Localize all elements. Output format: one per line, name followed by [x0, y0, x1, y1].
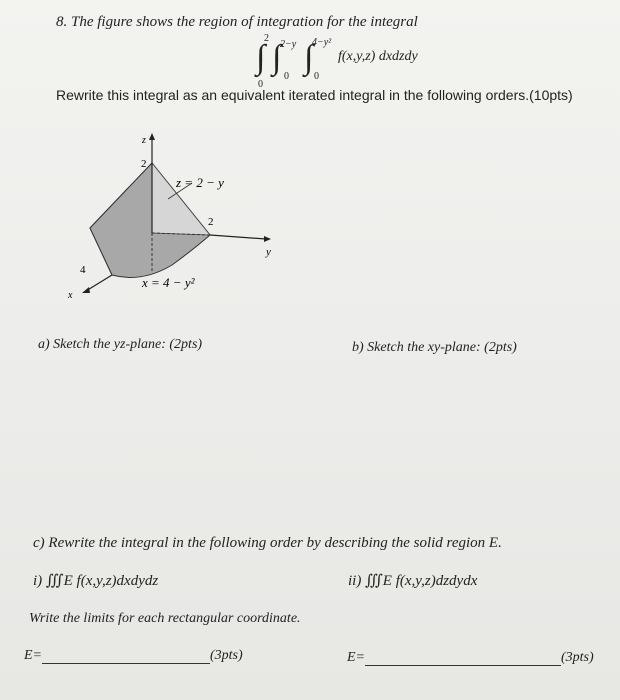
points-label-2: (3pts) — [561, 650, 594, 665]
outer-integral-sign: ∫ — [256, 39, 266, 76]
part-a-label: a) Sketch the yz-plane: (2pts) — [38, 337, 203, 352]
part-c-label: c) Rewrite the integral in the following order by describing the solid region E. — [33, 535, 502, 551]
y-axis-label: y — [266, 246, 271, 258]
surface-equation-label: x = 4 − y² — [142, 275, 195, 290]
question-intro: The figure shows the region of integration for the integral — [71, 14, 418, 30]
plane-face — [152, 163, 210, 235]
z-axis-label: z — [142, 135, 146, 146]
z-axis-arrow — [149, 133, 155, 140]
integrand: f(x,y,z) dxdzdy — [338, 49, 418, 64]
x-axis-label: x — [68, 290, 73, 301]
x-tick-label: 4 — [80, 264, 86, 276]
inner-integral-sign: ∫ — [304, 39, 314, 76]
outer-lower-limit: 0 — [258, 79, 263, 90]
y-tick-label: 2 — [208, 216, 214, 228]
middle-upper-limit: 2−y — [280, 39, 297, 50]
part-ci-label: i) ∭E f(x,y,z)dxdydz — [33, 573, 159, 589]
part-cii-label: ii) ∭E f(x,y,z)dzdydx — [348, 573, 478, 589]
y-axis — [210, 235, 266, 239]
question-title — [56, 14, 418, 31]
x-axis — [86, 275, 112, 291]
answer-blank-1[interactable] — [42, 649, 210, 664]
middle-integral-sign: ∫ — [272, 39, 282, 76]
inner-lower-limit: 0 — [314, 71, 319, 82]
e-label-1: E= — [24, 648, 42, 663]
answer-row-2 — [347, 650, 594, 666]
plane-equation-label: z = 2 − y — [176, 175, 224, 190]
part-b-label: b) Sketch the xy-plane: (2pts) — [352, 340, 517, 355]
question-number: 8. — [56, 14, 68, 30]
z-tick-label: 2 — [141, 158, 147, 170]
middle-lower-limit: 0 — [284, 71, 289, 82]
inner-upper-limit: 4−y² — [312, 37, 332, 48]
answer-row-1 — [24, 648, 243, 664]
y-axis-arrow — [264, 236, 271, 242]
outer-upper-limit: 2 — [264, 33, 269, 44]
instruction-text: Rewrite this integral as an equivalent iterated integral in the following orders.(10pts) — [56, 87, 573, 103]
limits-instruction: Write the limits for each rectangular coordinate. — [29, 611, 301, 626]
region-figure — [40, 125, 300, 305]
points-label-1: (3pts) — [210, 648, 243, 663]
x-axis-arrow — [82, 287, 90, 293]
answer-blank-2[interactable] — [365, 651, 561, 666]
e-label-2: E= — [347, 650, 365, 665]
